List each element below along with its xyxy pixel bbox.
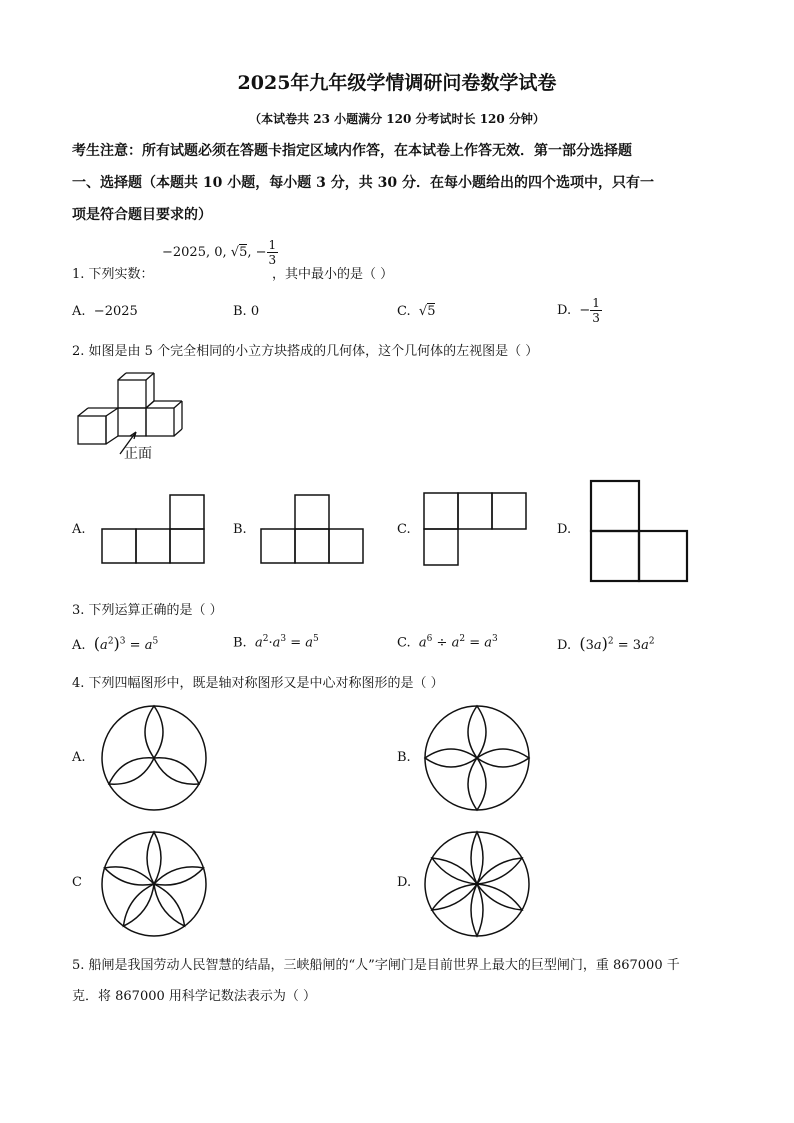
q2-option-b-figure[interactable] — [259, 493, 365, 565]
page-subtitle: （本试卷共 23 小题满分 120 分考试时长 120 分钟） — [249, 112, 545, 126]
q1-suffix: ，其中最小的是（ ） — [272, 267, 394, 282]
page-title: 2025年九年级学情调研问卷数学试卷 — [237, 72, 557, 94]
front-view-label: 正面 — [124, 446, 152, 462]
q4-option-b-label[interactable]: B. — [397, 750, 411, 765]
q3-option-c[interactable]: C. $a^6 \div a^2 = a^3$ — [397, 634, 498, 651]
notice-line-3: 项是符合题目要求的） — [72, 207, 212, 223]
fraction-one-third: $\frac{1}{3}$ — [268, 238, 277, 267]
q3-text: 3. 下列运算正确的是（ ） — [72, 603, 223, 618]
q4-option-a-figure[interactable] — [99, 703, 209, 813]
q2-text: 2. 如图是由 5 个完全相同的小立方块搭成的几何体，这个几何体的左视图是（ ） — [72, 344, 539, 359]
q2-option-c-figure[interactable] — [422, 491, 528, 567]
q2-option-a-figure[interactable] — [100, 493, 206, 565]
q4-option-c-label[interactable]: C — [72, 875, 82, 890]
notice-line-2: 一、选择题（本题共 10 小题，每小题 3 分，共 30 分．在每小题给出的四个选项中，只有一 — [72, 175, 654, 191]
sqrt-sign: √ — [230, 245, 240, 260]
notice-line-1: 考生注意：所有试题必须在答题卡指定区域内作答，在本试卷上作答无效．第一部分选择题 — [72, 143, 632, 159]
q2-option-a-label[interactable]: A. — [72, 522, 86, 537]
q4-option-a-label[interactable]: A. — [72, 750, 86, 765]
q5-line-2: 克．将 867000 用科学记数法表示为（ ） — [72, 989, 317, 1004]
q3-option-a[interactable]: A. $(a^2)^3 = a^5$ — [72, 634, 159, 653]
q1-option-c[interactable]: C. √5 — [397, 304, 436, 319]
q3-option-b[interactable]: B. $a^2\cdot a^3 = a^5$ — [233, 634, 319, 651]
q1-prefix: 1. 下列实数： — [72, 267, 154, 282]
q2-option-c-label[interactable]: C. — [397, 522, 411, 537]
q4-option-d-label[interactable]: D. — [397, 875, 412, 890]
q1-option-a[interactable]: A. −2025 — [72, 304, 138, 319]
q5-line-1: 5. 船闸是我国劳动人民智慧的结晶，三峡船闸的“人”字闸门是目前世界上最大的巨型闸门，重 867000 千 — [72, 958, 680, 973]
q1-option-b[interactable]: B. 0 — [233, 304, 260, 319]
q4-option-c-figure[interactable] — [99, 829, 209, 939]
q4-option-b-figure[interactable] — [422, 703, 532, 813]
q1-number-list: −2025, 0, √5, − $\frac{1}{3}$ — [162, 238, 277, 267]
q4-text: 4. 下列四幅图形中，既是轴对称图形又是中心对称图形的是（ ） — [72, 676, 444, 691]
q2-option-d-figure[interactable] — [589, 479, 691, 583]
q2-option-b-label[interactable]: B. — [233, 522, 247, 537]
q4-option-d-figure[interactable] — [422, 829, 532, 939]
q2-option-d-label[interactable]: D. — [557, 522, 572, 537]
q1-option-d[interactable]: D. − $\frac{1}{3}$ — [557, 296, 600, 325]
q3-option-d[interactable]: D. $(3a)^2 = 3a^2$ — [557, 634, 655, 653]
